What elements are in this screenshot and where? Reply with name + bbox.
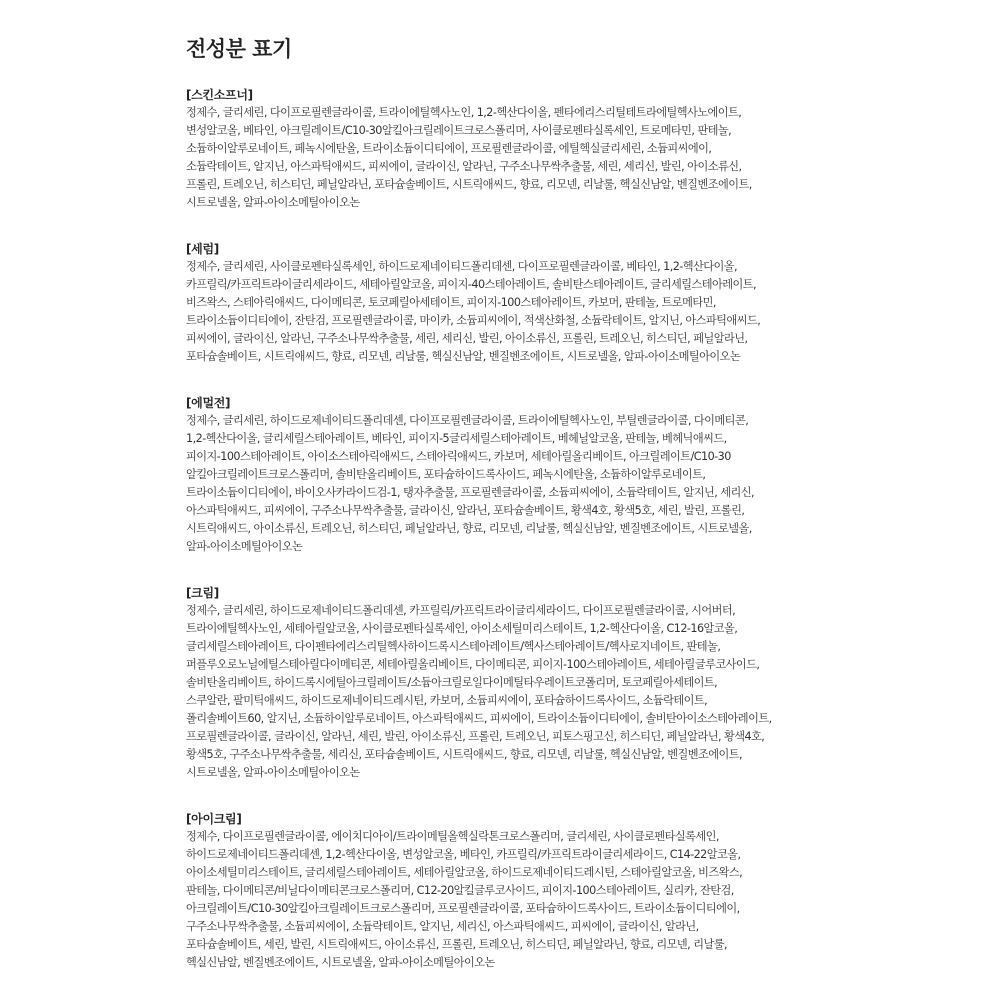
ingredient-line: 비즈왁스, 스테아릭애씨드, 다이메티콘, 토코페릴아세테이트, 피이지-100스테아레이트, 카보머, 판테놀, 트로메타민, xyxy=(186,296,716,309)
ingredient-line: 정제수, 글리세린, 하이드로제네이티드폴리데센, 카프릴릭/카프릭트라이글리세라이드, 다이프로필렌글라이콜, 시어버터, xyxy=(186,604,736,617)
section-heading: [크림] xyxy=(186,586,219,600)
section-heading: [에멀전] xyxy=(186,396,231,410)
ingredient-line: 하이드로제네이티드폴리데센, 1,2-헥산다이올, 변성알코올, 베타인, 카프릴릭/카프릭트라이글리세라이드, C14-22알코올, xyxy=(186,848,741,861)
ingredient-line: 정제수, 글리세린, 사이클로펜타실록세인, 하이드로제네이티드폴리데센, 다이프로필렌글라이콜, 베타인, 1,2-헥산다이올, xyxy=(186,260,738,273)
ingredient-line: 퍼플루오로노닐에틸스테아릴다이메티콘, 세테아릴올리베이트, 다이메티콘, 피이지-100스테아레이트, 세테아릴글루코사이드, xyxy=(186,658,760,671)
ingredient-line: 소듐하이알루로네이트, 페녹시에탄올, 트라이소듐이디티에이, 프로필렌글라이콜, 에틸헥실글리세린, 소듐피씨에이, xyxy=(186,142,712,155)
ingredient-line: 스쿠알란, 팔미틱애씨드, 하이드로제네이티드레시틴, 카보머, 소듐피씨에이, 포타슘하이드록사이드, 소듐락테이트, xyxy=(186,694,708,707)
ingredient-line: 변성알코올, 베타인, 아크릴레이트/C10-30알킬아크릴레이트크로스폴리머, 사이클로펜타실록세인, 트로메타민, 판테놀, xyxy=(186,124,732,137)
section-heading: [스킨소프너] xyxy=(186,88,253,102)
ingredient-line: 피이지-100스테아레이트, 아이소스테아릭애씨드, 스테아릭애씨드, 카보머, 세테아릴올리베이트, 아크릴레이트/C10-30 xyxy=(186,450,731,463)
ingredient-line: 포타슘솔베이트, 시트릭애씨드, 향료, 리모넨, 리날룰, 헥실신남알, 벤질벤조에이트, 시트로넬올, 알파-아이소메틸아이오논 xyxy=(186,350,741,363)
ingredient-line: 피씨에이, 글라이신, 알라닌, 구주소나무싹추출물, 세린, 세리신, 발린, 아이소류신, 프롤린, 트레오닌, 히스티딘, 페닐알라닌, xyxy=(186,332,748,345)
ingredient-line: 판테놀, 다이메티콘/비닐다이메티콘크로스폴리머, C12-20알킬글루코사이드, 피이지-100스테아레이트, 실리카, 잔탄검, xyxy=(186,884,734,897)
section-cream xyxy=(186,584,826,782)
ingredient-line: 트라이에틸헥사노인, 세테아릴알코올, 사이클로펜타실록세인, 아이소세틸미리스테이트, 1,2-헥산다이올, C12-16알코올, xyxy=(186,622,738,635)
ingredient-line: 프롤린, 트레오닌, 히스티딘, 페닐알라닌, 포타슘솔베이트, 시트릭애씨드, 향료, 리모넨, 리날룰, 헥실신남알, 벤질벤조에이트, xyxy=(186,178,752,191)
ingredient-line: 황색5호, 구주소나무싹추출물, 세리신, 포타슘솔베이트, 시트릭애씨드, 향료, 리모넨, 리날룰, 헥실신남알, 벤질벤조에이트, xyxy=(186,748,743,761)
ingredient-line: 정제수, 글리세린, 하이드로제네이티드폴리데센, 다이프로필렌글라이콜, 트라이에틸헥사노인, 부틸렌글라이콜, 다이메티콘, xyxy=(186,414,749,427)
ingredient-line: 알파-아이소메틸아이오논 xyxy=(186,540,303,553)
ingredient-line: 포타슘솔베이트, 세린, 발린, 시트릭애씨드, 아이소류신, 프롤린, 트레오닌, 히스티딘, 페닐알라닌, 향료, 리모넨, 리날룰, xyxy=(186,938,727,951)
ingredient-line: 트라이소듐이디티에이, 잔탄검, 프로필렌글라이콜, 마이카, 소듐피씨에이, 적색산화철, 소듐락테이트, 알지닌, 아스파틱애씨드, xyxy=(186,314,761,327)
section-heading: [세럼] xyxy=(186,242,219,256)
ingredient-line: 글리세릴스테아레이트, 다이펜타에리스리틸헥사하이드록시스테아레이트/헥사스테아레이트/헥사로지네이트, 판테놀, xyxy=(186,640,721,653)
ingredient-line: 정제수, 글리세린, 다이프로필렌글라이콜, 트라이에틸헥사노인, 1,2-헥산다이올, 펜타에리스리틸테트라에틸헥사노에이트, xyxy=(186,106,742,119)
ingredient-line: 1,2-헥산다이올, 글리세릴스테아레이트, 베타인, 피이지-5글리세릴스테아레이트, 베헤닐알코올, 판테놀, 베헤닉애씨드, xyxy=(186,432,727,445)
ingredient-line: 정제수, 다이프로필렌글라이콜, 에이치디아이/트라이메틸올헥실락톤크로스폴리머, 글리세린, 사이클로펜타실록세인, xyxy=(186,830,719,843)
section-serum xyxy=(186,240,826,366)
page-title: 전성분 표기 xyxy=(186,37,292,61)
ingredient-line: 카프릴릭/카프릭트라이글리세라이드, 세테아릴알코올, 피이지-40스테아레이트, 솔비탄스테아레이트, 글리세릴스테아레이트, xyxy=(186,278,757,291)
ingredient-line: 아크릴레이트/C10-30알킬아크릴레이트크로스폴리머, 프로필렌글라이콜, 포타슘하이드록사이드, 트라이소듐이디티에이, xyxy=(186,902,740,915)
ingredient-line: 프로필렌글라이콜, 글라이신, 알라닌, 세린, 발린, 아이소류신, 프롤린, 트레오닌, 피토스핑고신, 히스티딘, 페닐알라닌, 황색4호, xyxy=(186,730,765,743)
ingredient-line: 시트로넬올, 알파-아이소메틸아이오논 xyxy=(186,766,360,779)
ingredient-line: 구주소나무싹추출물, 소듐피씨에이, 소듐락테이트, 알지닌, 세리신, 아스파틱애씨드, 피씨에이, 글라이신, 알라닌, xyxy=(186,920,699,933)
ingredient-line: 시트로넬올, 알파-아이소메틸아이오논 xyxy=(186,196,360,209)
section-skin-softener xyxy=(186,86,826,212)
ingredient-line: 폴리솔베이트60, 알지닌, 소듐하이알루로네이트, 아스파틱애씨드, 피씨에이, 트라이소듐이디티에이, 솔비탄아이소스테아레이트, xyxy=(186,712,772,725)
ingredient-line: 알킬아크릴레이트크로스폴리머, 솔비탄올리베이트, 포타슘하이드록사이드, 페녹시에탄올, 소듐하이알루로네이트, xyxy=(186,468,706,481)
ingredient-line: 헥실신남알, 벤질벤조에이트, 시트로넬올, 알파-아이소메틸아이오논 xyxy=(186,956,495,969)
section-eye-cream xyxy=(186,810,826,972)
ingredient-line: 트라이소듐이디티에이, 바이오사카라이드검-1, 탱자추출물, 프로필렌글라이콜, 소듐피씨에이, 소듐락테이트, 알지닌, 세리신, xyxy=(186,486,755,499)
section-heading: [아이크림] xyxy=(186,812,242,826)
ingredients-page xyxy=(186,34,826,1000)
ingredient-line: 소듐락테이트, 알지닌, 아스파틱애씨드, 피씨에이, 글라이신, 알라닌, 구주소나무싹추출물, 세린, 세리신, 발린, 아이소류신, xyxy=(186,160,742,173)
ingredient-line: 솔비탄올리베이트, 하이드록시에틸아크릴레이트/소듐아크릴로일다이메틸타우레이트코폴리머, 토코페릴아세테이트, xyxy=(186,676,718,689)
section-emulsion xyxy=(186,394,826,556)
ingredient-line: 시트릭애씨드, 아이소류신, 트레오닌, 히스티딘, 페닐알라닌, 향료, 리모넨, 리날룰, 헥실신남알, 벤질벤조에이트, 시트로넬올, xyxy=(186,522,752,535)
ingredient-line: 아이소세틸미리스테이트, 글리세릴스테아레이트, 세테아릴알코올, 하이드로제네이티드레시틴, 스테아릴알코올, 비즈왁스, xyxy=(186,866,743,879)
ingredient-line: 아스파틱애씨드, 피씨에이, 구주소나무싹추출물, 글라이신, 알라닌, 포타슘솔베이트, 황색4호, 황색5호, 세린, 발린, 프롤린, xyxy=(186,504,745,517)
